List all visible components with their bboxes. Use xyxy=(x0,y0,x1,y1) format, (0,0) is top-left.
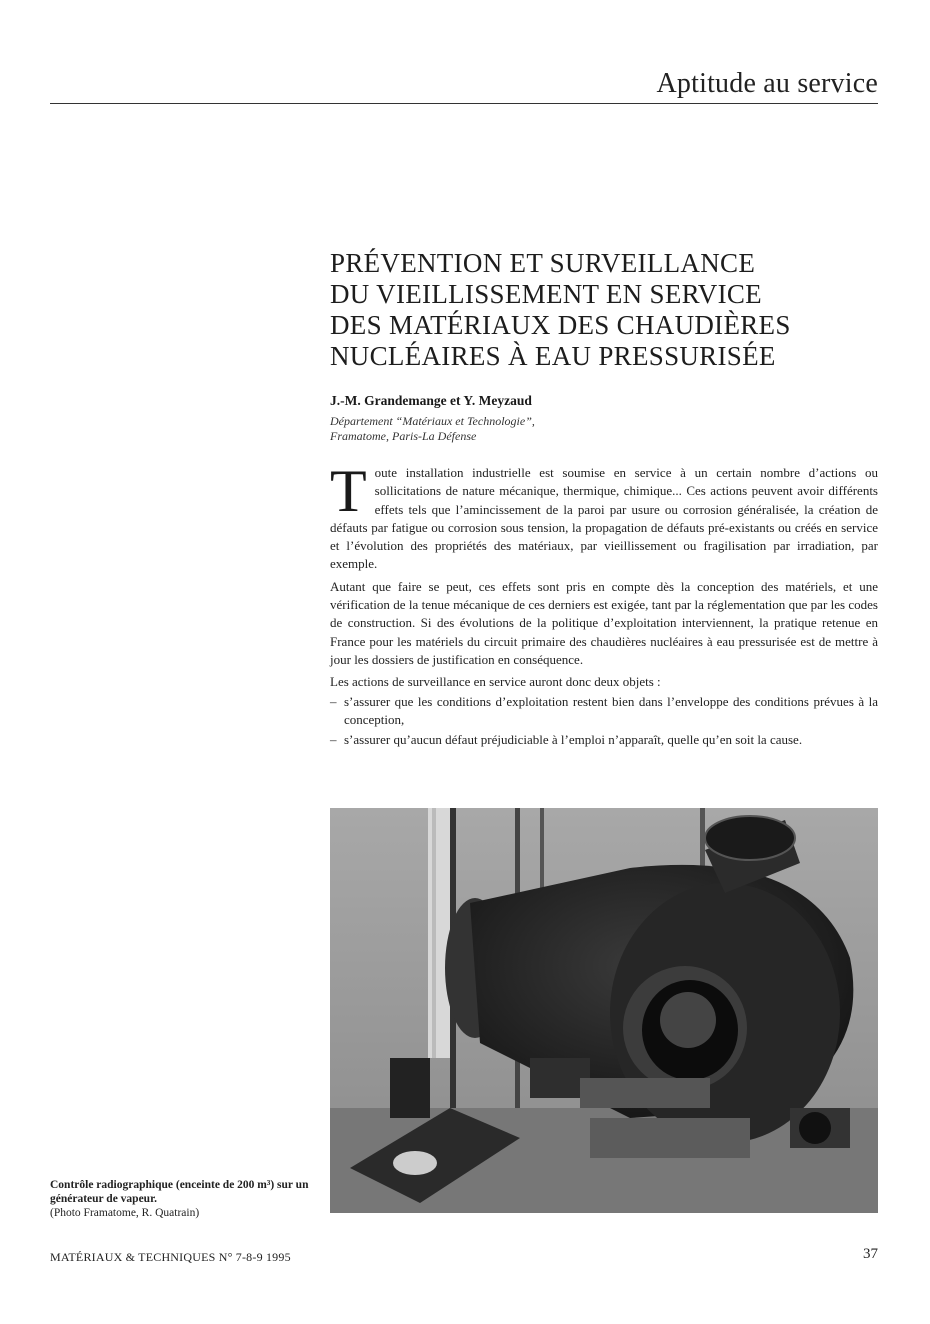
bullet-dash: – xyxy=(330,693,337,709)
running-head: Aptitude au service xyxy=(656,68,878,99)
paragraph-1-text: oute installation industrielle est soumise en service à un certain nombre d’actions ou sollicitations de nature mécanique, thermique, chimique... Ces actions peuvent avoir différents effets tels que l’amincissement de la paroi par usure ou corrosion généralisée, la création de défauts par fatigue ou corrosion sous tension, la propagation de défauts pré-existants ou créés en service et l’évolution des propriétés des matériaux, par vieillissement ou fragilisation par irradiation, par exemple. xyxy=(330,465,878,572)
title-line-4: NUCLÉAIRES À EAU PRESSURISÉE xyxy=(330,341,776,371)
header-rule xyxy=(50,103,878,104)
authors: J.-M. Grandemange et Y. Meyzaud xyxy=(330,393,532,408)
title-line-2: DU VIEILLISSEMENT EN SERVICE xyxy=(330,279,762,309)
journal-footer: MATÉRIAUX & TECHNIQUES N° 7-8-9 1995 xyxy=(50,1250,291,1264)
list-item xyxy=(330,693,878,730)
paragraph-1 xyxy=(330,458,878,574)
drop-cap: T xyxy=(330,458,367,524)
paragraph-2: Autant que faire se peut, ces effets sont pris en compte dès la conception des matériels, et une vérification de la tenue mécanique de ces derniers est exigée, tant par la réglementation que par les codes de construction. Si des évolutions de la politique d’exploitation interviennent, la pratique retenue en France pour les matériels du circuit primaire des chaudières nucléaires à eau pressurisée est de mettre à jour les dossiers de justification en conséquence. xyxy=(330,578,878,667)
objectives-list xyxy=(330,693,878,750)
photo-illustration xyxy=(330,808,878,1213)
paragraph-3: Les actions de surveillance en service auront donc deux objets : xyxy=(330,674,661,690)
bullet-dash: – xyxy=(330,732,337,748)
list-item-text: s’assurer qu’aucun défaut préjudiciable à l’emploi n’apparaît, quelle qu’en soit la cause. xyxy=(344,732,803,748)
affiliation-line-1: Département “Matériaux et Technologie”, xyxy=(330,414,535,428)
article-title xyxy=(330,248,890,372)
affiliation xyxy=(330,414,535,444)
title-line-3: DES MATÉRIAUX DES CHAUDIÈRES xyxy=(330,310,791,340)
steam-generator-photo xyxy=(330,808,878,1213)
caption-title: Contrôle radiographique (enceinte de 200 m³) sur un générateur de vapeur. xyxy=(50,1179,309,1205)
article-body xyxy=(330,458,878,751)
affiliation-line-2: Framatome, Paris-La Défense xyxy=(330,429,477,443)
figure-caption xyxy=(50,1178,320,1220)
caption-credit: (Photo Framatome, R. Quatrain) xyxy=(50,1207,200,1219)
title-line-1: PRÉVENTION ET SURVEILLANCE xyxy=(330,248,756,278)
list-item xyxy=(330,731,878,749)
list-item-text: s’assurer que les conditions d’exploitation restent bien dans l’enveloppe des conditions prévues à la conception, xyxy=(344,693,878,727)
page-number: 37 xyxy=(863,1246,878,1262)
